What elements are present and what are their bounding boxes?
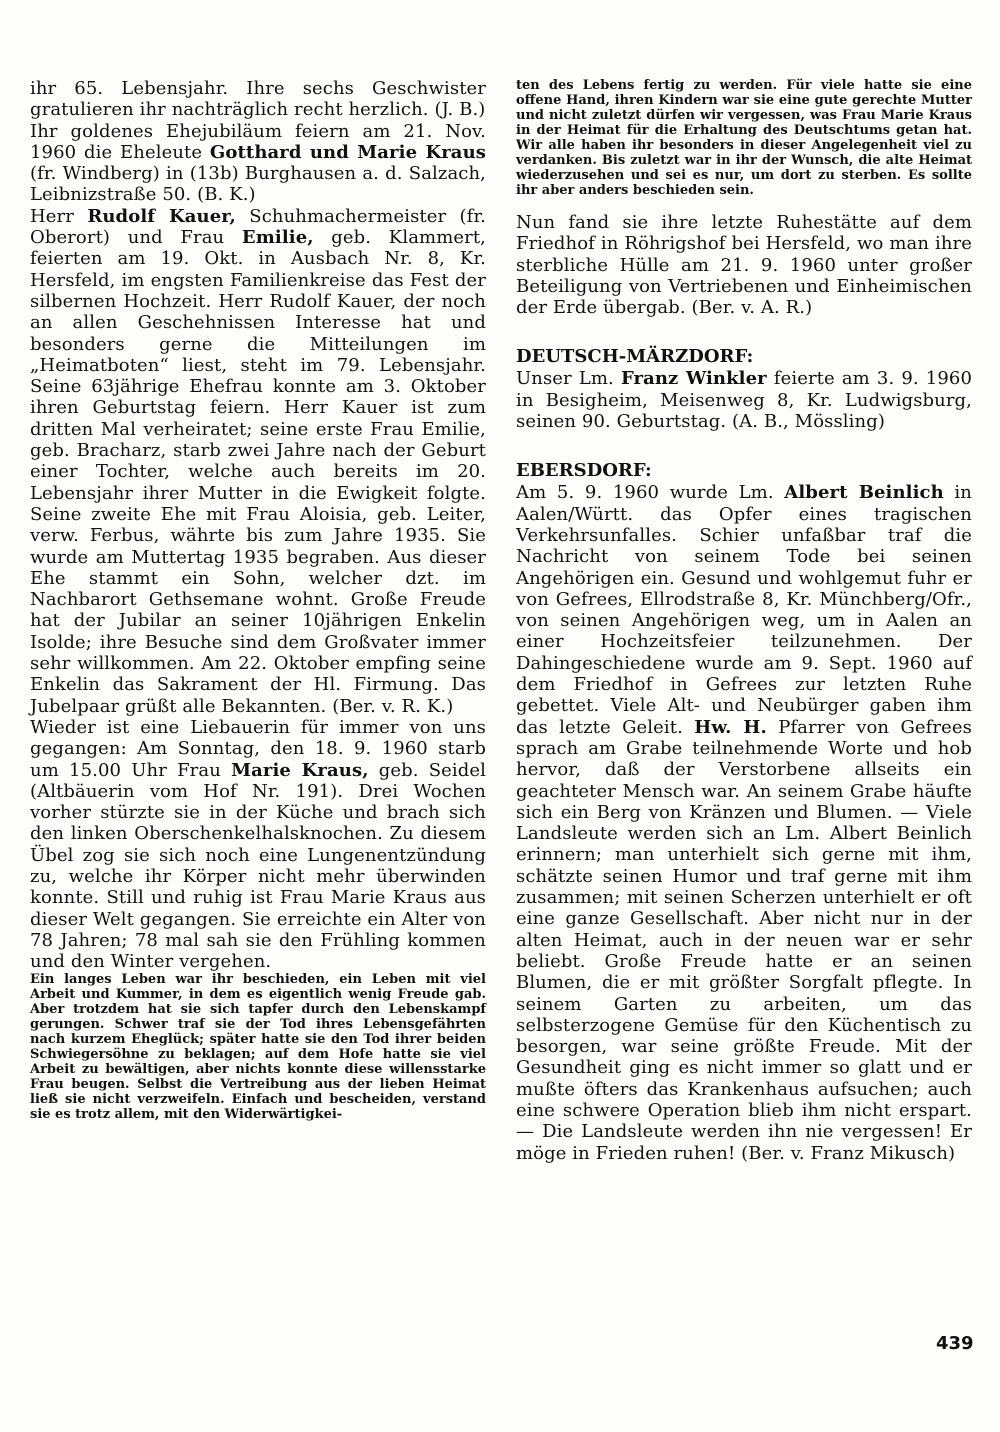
paragraph-birthday-siblings: ihr 65. Lebensjahr. Ihre sechs Geschwister gratulieren ihr nachträglich recht herzlich. (J. B.) [30,78,486,121]
spacer [516,318,972,340]
paragraph-obituary-beinlich: Am 5. 9. 1960 wurde Lm. Albert Beinlich in Aalen/Württ. das Opfer eines tragischen Verkehrsunfalles. Schier unfaßbar traf die Nachricht von seinem Tode bei seinen Angehörigen ein. Gesund und wohlgemut fuhr er von Gefrees, Ellrodstraße 8, Kr. Münchberg/Ofr., von seinen Angehörigen weg, um in Aalen an einer Hochzeitsfeier teilzunehmen. Der Dahingeschiedene wurde am 9. Sept. 1960 auf dem Friedhof in Gefrees zur letzten Ruhe gebettet. Viele Alt- und Neubürger gaben ihm das letzte Geleit. Hw. H. Pfarrer von Gefrees sprach am Grabe teilnehmende Worte und hob hervor, daß der Verstorbene allseits ein geachteter Mensch war. An seinem Grabe häufte sich ein Berg von Kränzen und Blumen. — Viele Landsleute werden sich an Lm. Albert Beinlich erinnern; man unterhielt sich gerne mit ihm, schätzte seinen Humor und traf gerne mit ihm zusammen; mit seinen Scherzen unterhielt er oft eine ganze Gesellschaft. Aber nicht nur in der alten Heimat, auch in der neuen war er sehr beliebt. Große Freude hatte er an seinen Blumen, die er mit größter Sorgfalt pflegte. In seinem Garten zu arbeiten, um das selbsterzogene Gemüse für den Küchentisch zu besorgen, war seine größte Freude. Mit der Gesundheit ging es nicht immer so glatt und er mußte öfters das Krankenhaus aufsuchen; auch eine schwere Operation blieb ihm nicht erspart. — Die Landsleute werden ihn nie vergessen! Er möge in Frieden ruhen! (Ber. v. Franz Mikusch) [516,482,972,1164]
paragraph-obituary-tribute-part1: Ein langes Leben war ihr beschieden, ein Leben mit viel Arbeit und Kummer, in dem es eigentlich wenig Freude gab. Aber trotzdem hat sie sich tapfer durch den Lebenskampf gerungen. Schwer traf sie der Tod ihres Lebensgefährten nach kurzem Eheglück; später hatte sie den Tod ihrer beiden Schwiegersöhne zu beklagen; auf dem Hofe hatte sie viel Arbeit zu bewältigen, aber nichts konnte diese willensstarke Frau beugen. Selbst die Vertreibung aus der lieben Heimat ließ sie nicht verzweifeln. Einfach und bescheiden, verstand sie es trotz allem, mit den Widerwärtigkei- [30,972,486,1123]
right-column [516,78,972,1164]
paragraph-silver-wedding-kauer: Herr Rudolf Kauer, Schuhmachermeister (fr. Oberort) und Frau Emilie, geb. Klammert, feierten am 19. Okt. in Ausbach Nr. 8, Kr. Hersfeld, im engsten Familienkreise das Fest der silbernen Hochzeit. Herr Rudolf Kauer, der noch an allen Geschehnissen Interesse hat und besonders gerne die Mitteilungen im „Heimatboten“ liest, steht im 79. Lebensjahr. Seine 63jährige Ehefrau konnte am 3. Oktober ihren Geburtstag feiern. Herr Kauer ist zum dritten Mal verheiratet; seine erste Frau Emilie, geb. Bracharz, starb zwei Jahre nach der Geburt einer Tochter, welche auch bereits im 20. Lebensjahr ihrer Mutter in die Ewigkeit folgte. Seine zweite Ehe mit Frau Aloisia, geb. Leiter, verw. Ferbus, währte bis zum Jahre 1935. Sie wurde am Muttertag 1935 begraben. Aus dieser Ehe stammt ein Sohn, welcher dzt. im Nachbarort Gethsemane wohnt. Große Freude hat der Jubilar an seiner 10jährigen Enkelin Isolde; ihre Besuche sind dem Großvater immer sehr willkommen. Am 22. Oktober empfing seine Enkelin das Sakrament der Hl. Firmung. Das Jubelpaar grüßt alle Bekannten. (Ber. v. R. K.) [30,205,486,717]
paragraph-obituary-marie-kraus: Wieder ist eine Liebauerin für immer von uns gegangen: Am Sonntag, den 18. 9. 1960 starb um 15.00 Uhr Frau Marie Kraus, geb. Seidel (Altbäuerin vom Hof Nr. 191). Drei Wochen vorher stürzte sie in der Küche und brach sich den linken Oberschenkelhalsknochen. Zu diesem Übel zog sie sich noch eine Lungenentzündung zu, welche ihr Körper nicht mehr überwinden konnte. Still und ruhig ist Frau Marie Kraus aus dieser Welt gegangen. Sie erreichte ein Alter von 78 Jahren; 78 mal sah sie den Frühling kommen und den Winter vergehen. [30,716,487,973]
section-heading-ebersdorf: EBERSDORF: [516,460,652,482]
spacer [516,198,972,212]
paragraph-golden-jubilee: Ihr goldenes Ehejubiläum feiern am 21. Nov. 1960 die Eheleute Gotthard und Marie Kraus (fr. Windberg) in (13b) Burghausen a. d. Salzach, Leibnizstraße 50. (B. K.) [30,120,486,206]
page-number: 439 [936,1333,974,1354]
paragraph-burial-roehrigshof: Nun fand sie ihre letzte Ruhestätte auf dem Friedhof in Röhrigshof bei Hersfeld, wo man ihre sterbliche Hülle am 21. 9. 1960 unter großer Beteiligung von Vertriebenen und Einheimischen der Erde übergab. (Ber. v. A. R.) [516,212,972,319]
section-heading-deutsch-maerzdorf: DEUTSCH-MÄRZDORF: [516,346,754,368]
left-column [30,78,486,1122]
spacer [516,432,972,454]
paragraph-winkler-birthday: Unser Lm. Franz Winkler feierte am 3. 9. 1960 in Besigheim, Meisenweg 8, Kr. Ludwigsburg, seinen 90. Geburtstag. (A. B., Mössling) [516,368,972,433]
paragraph-obituary-tribute-part2: ten des Lebens fertig zu werden. Für viele hatte sie eine offene Hand, ihren Kindern war sie eine gute gerechte Mutter und nicht zuletzt dürfen wir vergessen, was Frau Marie Kraus in der Heimat für die Erhaltung des Deutschtums getan hat. Wir alle haben ihr besonders in dieser Angelegenheit viel zu verdanken. Bis zuletzt war in ihr der Wunsch, die alte Heimat wiederzusehen und sei es nur, um dort zu sterben. Es sollte ihr aber anders beschieden sein. [516,78,972,198]
